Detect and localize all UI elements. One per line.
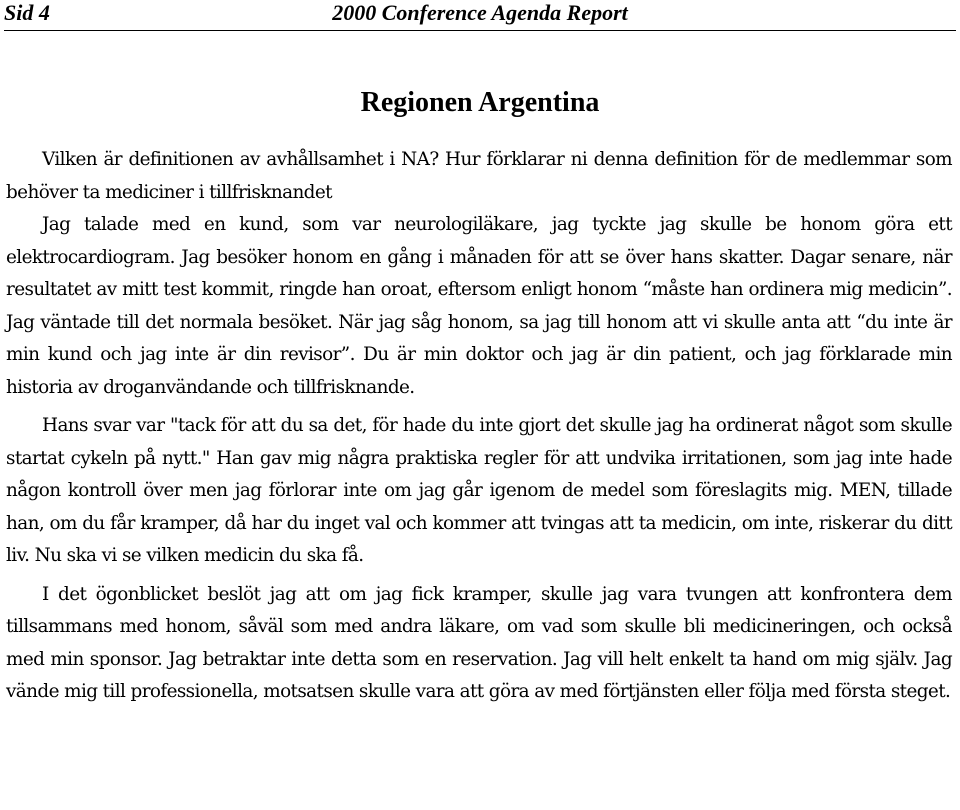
document-title: Regionen Argentina — [360, 87, 600, 118]
page-number: Sid 4 — [4, 0, 50, 25]
page-header — [0, 0, 960, 36]
paragraph-question: Vilken är definitionen av avhållsamhet i NA? Hur förklarar ni denna definition för de medlemmar som behöver ta mediciner i tillfrisknandet — [6, 149, 952, 203]
header-divider — [4, 30, 956, 31]
paragraph-decision: I det ögonblicket beslöt jag att om jag fick kramper, skulle jag vara tvungen att konfrontera dem tillsammans med honom, såväl som med andra läkare, om vad som skulle bli medicineringen, och också med min sponsor. Jag betraktar inte detta som en reservation. Jag vill helt enkelt ta hand om mig själv. Jag vände mig till professionella, motsatsen skulle vara att göra av med förtjänsten eller följa med första steget. — [6, 583, 952, 702]
paragraph-story: Jag talade med en kund, som var neurologiläkare, jag tyckte jag skulle be honom göra ett elektrocardiogram. Jag besöker honom en gång i månaden för att se över hans skatter. Dagar senare, när resultatet av mitt test kommit, ringde han oroat, eftersom enligt honom “måste han ordinera mig medicin”. Jag väntade till det normala besöket. När jag såg honom, sa jag till honom att vi skulle anta att “du inte är min kund och jag inte är din revisor”. Du är min doktor och jag är din patient, och jag förklarade min historia av droganvändande och tillfrisknande. — [6, 214, 952, 398]
document-body — [6, 144, 952, 709]
paragraph-doctor-reply: Hans svar var "tack för att du sa det, för hade du inte gjort det skulle jag ha ordinerat något som skulle startat cykeln på nytt." Han gav mig några praktiska regler för att undvika irritationen, som jag inte hade någon kontroll över men jag förlorar inte om jag går igenom de medel som föreslagits mig. MEN, tillade han, om du får kramper, då har du inget val och kommer att tvingas att ta medicin, om inte, riskerar du ditt liv. Nu ska vi se vilken medicin du ska få. — [6, 415, 952, 566]
report-title: 2000 Conference Agenda Report — [332, 0, 628, 25]
